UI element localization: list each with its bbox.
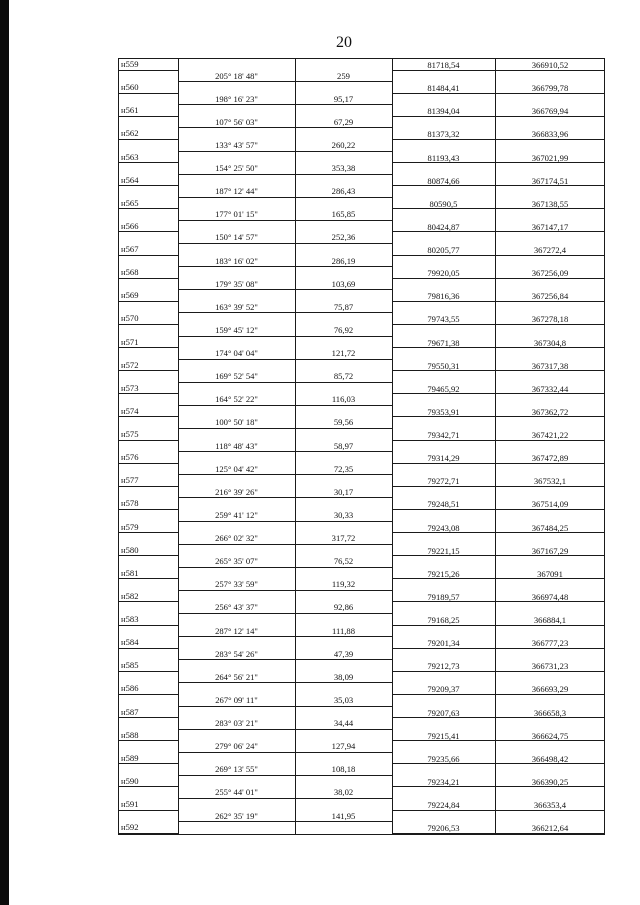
y-coordinate: 367484,25 <box>495 522 605 534</box>
point-name: н589 <box>118 753 178 765</box>
x-coordinate: 79342,71 <box>392 429 495 441</box>
point-name: н568 <box>118 267 178 279</box>
x-coordinate: 79212,73 <box>392 660 495 672</box>
bearing-angle: 266° 02' 32" <box>178 533 295 545</box>
segment-length: 95,17 <box>295 94 392 106</box>
point-name: н563 <box>118 152 178 164</box>
x-coordinate: 79201,34 <box>392 637 495 649</box>
point-name: н573 <box>118 383 178 395</box>
table-bottom-border <box>118 834 605 835</box>
point-name: н578 <box>118 498 178 510</box>
y-coordinate: 366731,23 <box>495 660 605 672</box>
point-name: н572 <box>118 360 178 372</box>
y-coordinate: 367514,09 <box>495 498 605 510</box>
bearing-angle: 287° 12' 14" <box>178 626 295 638</box>
x-coordinate: 79465,92 <box>392 383 495 395</box>
point-name: н569 <box>118 290 178 302</box>
x-coordinate: 80590,5 <box>392 198 495 210</box>
bearing-angle: 107° 56' 03" <box>178 117 295 129</box>
point-name: н576 <box>118 452 178 464</box>
y-coordinate: 367317,38 <box>495 360 605 372</box>
y-coordinate: 366974,48 <box>495 591 605 603</box>
y-coordinate: 366769,94 <box>495 105 605 117</box>
point-name: н561 <box>118 105 178 117</box>
point-name: н582 <box>118 591 178 603</box>
segment-length: 72,35 <box>295 464 392 476</box>
bearing-angle: 205° 18' 48" <box>178 71 295 83</box>
bearing-angle: 198° 16' 23" <box>178 94 295 106</box>
bearing-angle: 100° 50' 18" <box>178 417 295 429</box>
x-coordinate: 81193,43 <box>392 152 495 164</box>
bearing-angle: 169° 52' 54" <box>178 371 295 383</box>
y-coordinate: 366624,75 <box>495 730 605 742</box>
segment-length: 85,72 <box>295 371 392 383</box>
segment-length: 259 <box>295 71 392 83</box>
point-name: н571 <box>118 337 178 349</box>
segment-length: 30,33 <box>295 510 392 522</box>
segment-length: 127,94 <box>295 741 392 753</box>
y-coordinate: 366777,23 <box>495 637 605 649</box>
scan-edge-bar <box>0 0 9 905</box>
segment-length: 67,29 <box>295 117 392 129</box>
x-coordinate: 79272,71 <box>392 475 495 487</box>
x-coordinate: 79314,29 <box>392 452 495 464</box>
bearing-angle: 257° 33' 59" <box>178 579 295 591</box>
x-coordinate: 80205,77 <box>392 244 495 256</box>
point-name: н587 <box>118 707 178 719</box>
bearing-angle: 279° 06' 24" <box>178 741 295 753</box>
point-name: н583 <box>118 614 178 626</box>
y-coordinate: 367272,4 <box>495 244 605 256</box>
x-coordinate: 81373,32 <box>392 128 495 140</box>
bearing-angle: 174° 04' 04" <box>178 348 295 360</box>
segment-length: 165,85 <box>295 209 392 221</box>
segment-length: 75,87 <box>295 302 392 314</box>
point-name: н562 <box>118 128 178 140</box>
segment-length: 38,09 <box>295 672 392 684</box>
bearing-angle: 150° 14' 57" <box>178 232 295 244</box>
x-coordinate: 79207,63 <box>392 707 495 719</box>
column-divider <box>495 59 496 834</box>
bearing-angle: 187° 12' 44" <box>178 186 295 198</box>
x-coordinate: 80874,66 <box>392 175 495 187</box>
y-coordinate: 367362,72 <box>495 406 605 418</box>
y-coordinate: 366658,3 <box>495 707 605 719</box>
segment-length: 34,44 <box>295 718 392 730</box>
x-coordinate: 81484,41 <box>392 82 495 94</box>
y-coordinate: 366353,4 <box>495 799 605 811</box>
point-name: н570 <box>118 313 178 325</box>
x-coordinate: 79671,38 <box>392 337 495 349</box>
column-divider <box>392 59 393 834</box>
bearing-angle: 269° 13' 55" <box>178 764 295 776</box>
bearing-angle: 283° 54' 26" <box>178 649 295 661</box>
bearing-angle: 183° 16' 02" <box>178 256 295 268</box>
segment-length: 260,22 <box>295 140 392 152</box>
segment-length: 35,03 <box>295 695 392 707</box>
point-name: н577 <box>118 475 178 487</box>
bearing-angle: 262° 35' 19" <box>178 811 295 823</box>
point-name: н584 <box>118 637 178 649</box>
point-name: н566 <box>118 221 178 233</box>
y-coordinate: 366693,29 <box>495 683 605 695</box>
bearing-angle: 163° 39' 52" <box>178 302 295 314</box>
segment-length: 317,72 <box>295 533 392 545</box>
point-name: н575 <box>118 429 178 441</box>
point-name: н585 <box>118 660 178 672</box>
point-name: н579 <box>118 522 178 534</box>
point-name: н559 <box>118 59 178 71</box>
x-coordinate: 81394,04 <box>392 105 495 117</box>
y-coordinate: 367332,44 <box>495 383 605 395</box>
x-coordinate: 79206,53 <box>392 822 495 834</box>
segment-length: 353,38 <box>295 163 392 175</box>
x-coordinate: 79189,57 <box>392 591 495 603</box>
segment-length: 108,18 <box>295 764 392 776</box>
x-coordinate: 79743,55 <box>392 313 495 325</box>
point-name: н580 <box>118 545 178 557</box>
y-coordinate: 367021,99 <box>495 152 605 164</box>
segment-length: 286,43 <box>295 186 392 198</box>
y-coordinate: 367138,55 <box>495 198 605 210</box>
point-name: н564 <box>118 175 178 187</box>
segment-length: 111,88 <box>295 626 392 638</box>
segment-length: 286,19 <box>295 256 392 268</box>
y-coordinate: 367167,29 <box>495 545 605 557</box>
bearing-angle: 259° 41' 12" <box>178 510 295 522</box>
x-coordinate: 79224,84 <box>392 799 495 811</box>
bearing-angle: 179° 35' 08" <box>178 279 295 291</box>
page-number: 20 <box>336 34 352 51</box>
bearing-angle: 164° 52' 22" <box>178 394 295 406</box>
y-coordinate: 366799,78 <box>495 82 605 94</box>
x-coordinate: 81718,54 <box>392 59 495 71</box>
column-divider <box>295 59 296 834</box>
y-coordinate: 367256,84 <box>495 290 605 302</box>
segment-length: 76,52 <box>295 556 392 568</box>
bearing-angle: 255° 44' 01" <box>178 787 295 799</box>
point-name: н586 <box>118 683 178 695</box>
x-coordinate: 79816,36 <box>392 290 495 302</box>
segment-length: 103,69 <box>295 279 392 291</box>
x-coordinate: 79215,41 <box>392 730 495 742</box>
y-coordinate: 366884,1 <box>495 614 605 626</box>
x-coordinate: 79550,31 <box>392 360 495 372</box>
x-coordinate: 79235,66 <box>392 753 495 765</box>
bearing-angle: 283° 03' 21" <box>178 718 295 730</box>
bearing-angle: 133° 43' 57" <box>178 140 295 152</box>
segment-length: 116,03 <box>295 394 392 406</box>
bearing-angle: 216° 39' 26" <box>178 487 295 499</box>
x-coordinate: 79168,25 <box>392 614 495 626</box>
segment-length: 38,02 <box>295 787 392 799</box>
point-name: н581 <box>118 568 178 580</box>
segment-length: 58,97 <box>295 441 392 453</box>
x-coordinate: 79234,21 <box>392 776 495 788</box>
point-name: н591 <box>118 799 178 811</box>
y-coordinate: 367532,1 <box>495 475 605 487</box>
coordinates-table <box>118 58 605 834</box>
x-coordinate: 80424,87 <box>392 221 495 233</box>
y-coordinate: 367421,22 <box>495 429 605 441</box>
y-coordinate: 367256,09 <box>495 267 605 279</box>
y-coordinate: 367174,51 <box>495 175 605 187</box>
segment-length: 141,95 <box>295 811 392 823</box>
segment-length: 121,72 <box>295 348 392 360</box>
x-coordinate: 79248,51 <box>392 498 495 510</box>
bearing-angle: 125° 04' 42" <box>178 464 295 476</box>
bearing-angle: 159° 45' 12" <box>178 325 295 337</box>
segment-length: 30,17 <box>295 487 392 499</box>
segment-length: 47,39 <box>295 649 392 661</box>
x-coordinate: 79353,91 <box>392 406 495 418</box>
segment-length: 92,86 <box>295 602 392 614</box>
segment-length: 252,36 <box>295 232 392 244</box>
x-coordinate: 79221,15 <box>392 545 495 557</box>
point-name: н590 <box>118 776 178 788</box>
bearing-angle: 267° 09' 11" <box>178 695 295 707</box>
y-coordinate: 366498,42 <box>495 753 605 765</box>
bearing-angle: 177° 01' 15" <box>178 209 295 221</box>
y-coordinate: 367147,17 <box>495 221 605 233</box>
y-coordinate: 367091 <box>495 568 605 580</box>
bearing-angle: 256° 43' 37" <box>178 602 295 614</box>
table-left-border <box>118 59 119 834</box>
y-coordinate: 366910,52 <box>495 59 605 71</box>
segment-length: 59,56 <box>295 417 392 429</box>
point-name: н592 <box>118 822 178 834</box>
y-coordinate: 367304,8 <box>495 337 605 349</box>
point-name: н574 <box>118 406 178 418</box>
y-coordinate: 367278,18 <box>495 313 605 325</box>
y-coordinate: 367472,89 <box>495 452 605 464</box>
bearing-angle: 264° 56' 21" <box>178 672 295 684</box>
column-divider <box>178 59 179 834</box>
table-right-border <box>604 59 605 834</box>
x-coordinate: 79920,05 <box>392 267 495 279</box>
bearing-angle: 118° 48' 43" <box>178 441 295 453</box>
y-coordinate: 366390,25 <box>495 776 605 788</box>
point-name: н560 <box>118 82 178 94</box>
bearing-angle: 265° 35' 07" <box>178 556 295 568</box>
y-coordinate: 366212,64 <box>495 822 605 834</box>
segment-length: 76,92 <box>295 325 392 337</box>
point-name: н565 <box>118 198 178 210</box>
x-coordinate: 79209,37 <box>392 683 495 695</box>
point-name: н588 <box>118 730 178 742</box>
bearing-angle: 154° 25' 50" <box>178 163 295 175</box>
segment-length: 119,32 <box>295 579 392 591</box>
x-coordinate: 79243,08 <box>392 522 495 534</box>
point-name: н567 <box>118 244 178 256</box>
x-coordinate: 79215,26 <box>392 568 495 580</box>
y-coordinate: 366833,96 <box>495 128 605 140</box>
